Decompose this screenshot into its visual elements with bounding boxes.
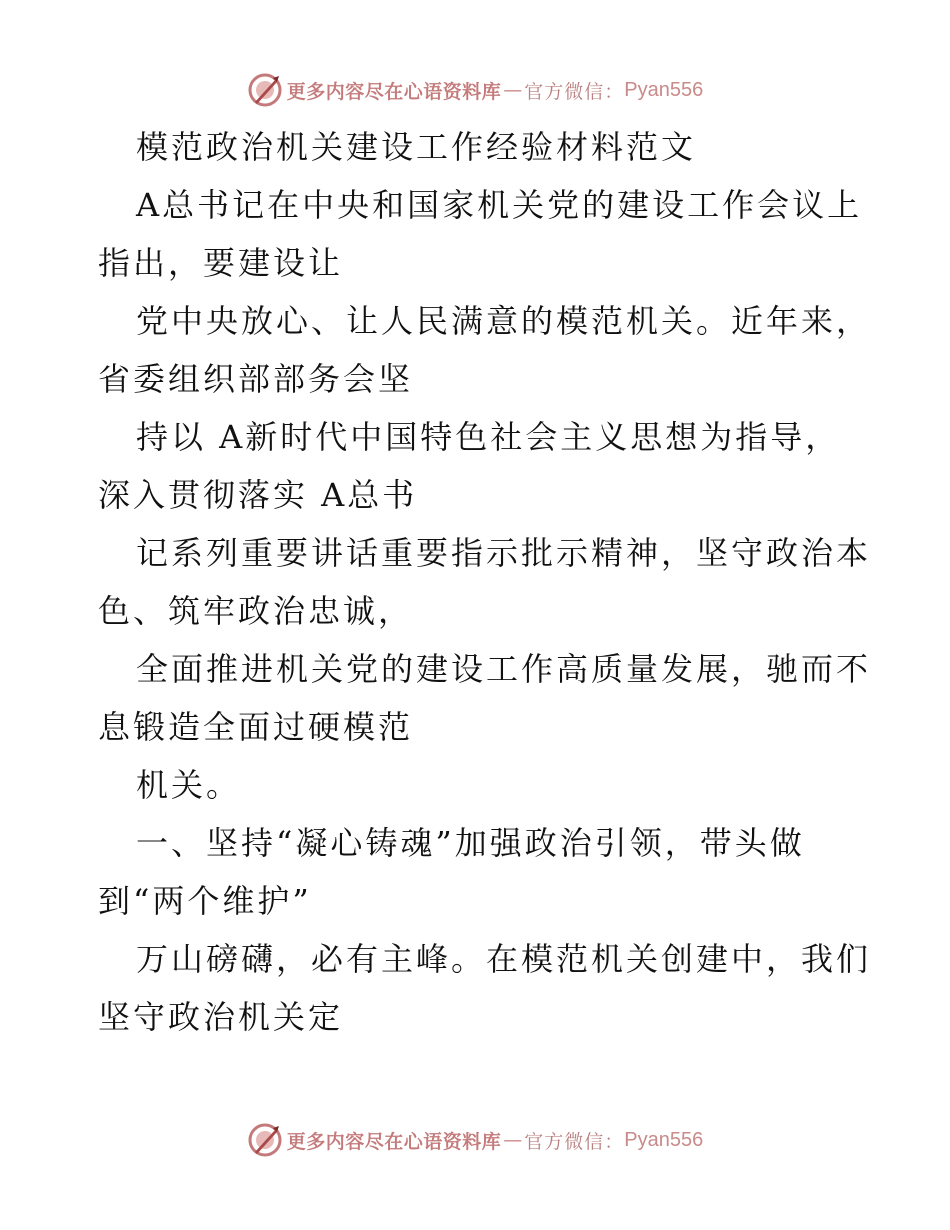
quill-logo-icon: [247, 1122, 283, 1158]
footer-watermark: [0, 1120, 950, 1160]
watermark-dash: —: [503, 1129, 523, 1151]
quill-logo-icon: [247, 72, 283, 108]
watermark-brand: 更多内容尽在心语资料库: [286, 1130, 502, 1153]
paragraph-line: 深入贯彻落实 A总书: [98, 476, 418, 514]
paragraph-line: 坚守政治机关定: [98, 998, 344, 1036]
paragraph-line: 机关。: [136, 766, 242, 804]
document-title: 模范政治机关建设工作经验材料范文: [136, 128, 697, 166]
section-heading: 一、坚持“凝心铸魂”加强政治引领，带头做: [136, 824, 805, 862]
paragraph-line: 色、筑牢政治忠诚，: [98, 592, 414, 630]
section-heading-continuation: 到“两个维护”: [98, 882, 312, 920]
paragraph-line: 全面推进机关党的建设工作高质量发展，驰而不: [136, 650, 872, 688]
watermark-brand: 更多内容尽在心语资料库: [286, 80, 502, 103]
paragraph-line: 党中央放心、让人民满意的模范机关。近年来，: [136, 302, 872, 340]
watermark-wechat-id: Pyan556: [624, 1128, 704, 1151]
paragraph-line: 持以 A新时代中国特色社会主义思想为指导，: [136, 418, 841, 456]
header-watermark: [0, 70, 950, 110]
paragraph-line: 万山磅礴，必有主峰。在模范机关创建中，我们: [136, 940, 872, 978]
watermark-label: 官方微信：: [524, 1130, 625, 1153]
paragraph-line: 记系列重要讲话重要指示批示精神，坚守政治本: [136, 534, 872, 572]
watermark-label: 官方微信：: [524, 80, 625, 103]
watermark-dash: —: [503, 79, 523, 101]
paragraph-line: A总书记在中央和国家机关党的建设工作会议上: [136, 186, 863, 224]
paragraph-line: 指出，要建设让: [98, 244, 344, 282]
paragraph-line: 息锻造全面过硬模范: [98, 708, 414, 746]
paragraph-line: 省委组织部部务会坚: [98, 360, 414, 398]
watermark-wechat-id: Pyan556: [624, 78, 704, 101]
